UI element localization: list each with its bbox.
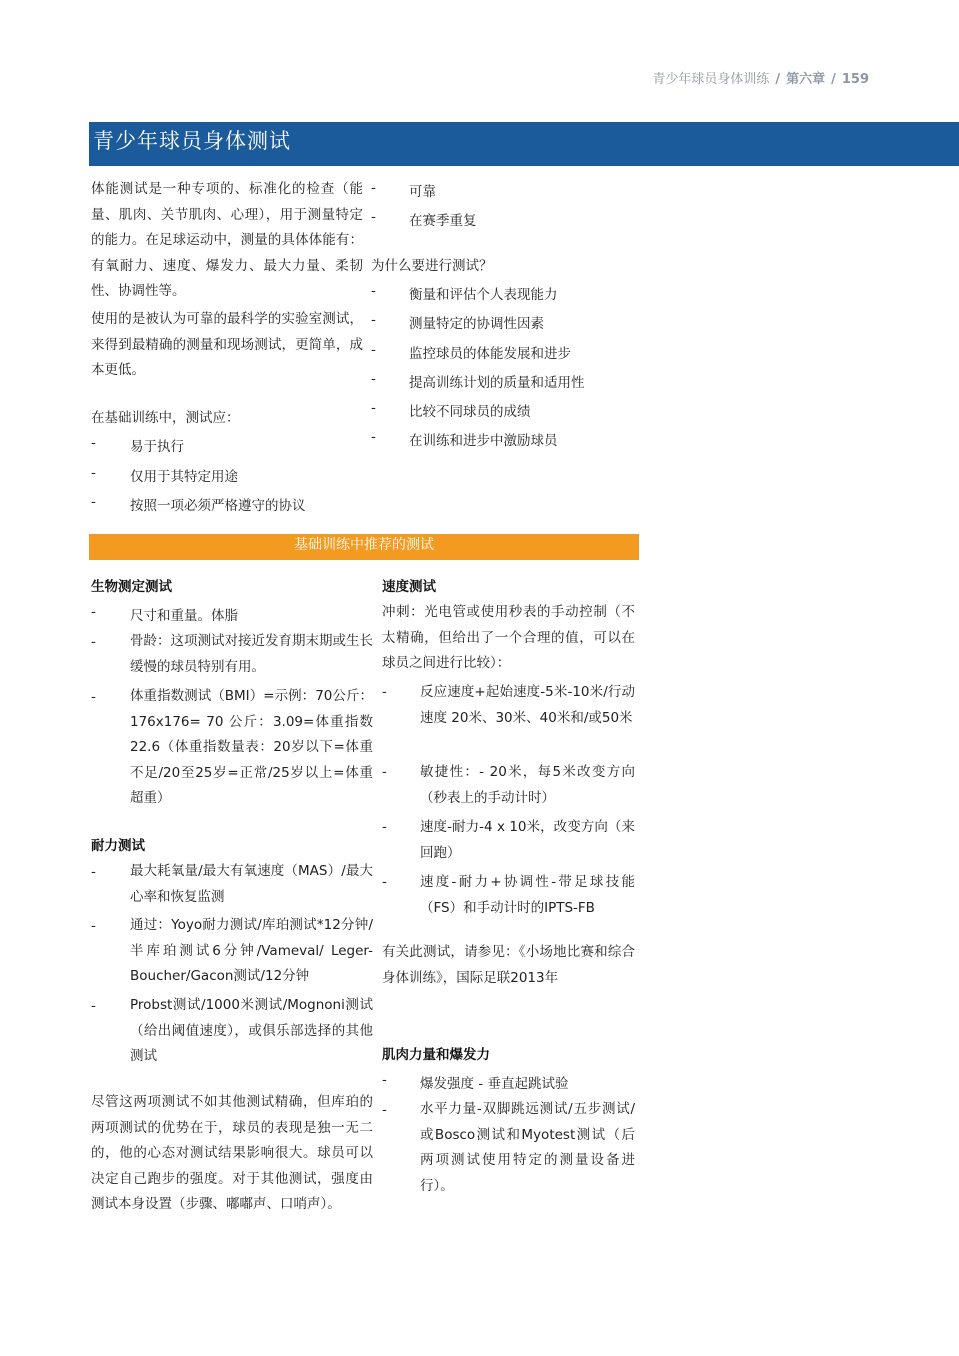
bullet-dash: - bbox=[91, 689, 96, 705]
bullet-dash: - bbox=[382, 1072, 387, 1088]
bullet-dash: - bbox=[371, 429, 376, 445]
closing-paragraph: 尽管这两项测试不如其他测试精确，但库珀的两项测试的优势在于，球员的表现是独一无二的，他的心态对测试结果影响很大。球员可以决定自己跑步的强度。对于其他测试，强度由测试本身设置（步骤、嘟嘟声、口哨声）。 bbox=[91, 1094, 373, 1212]
intro-paragraph: 体能测试是一种专项的、标准化的检查（能量、肌肉、关节肌肉、心理），用于测量特定的能力。在足球运动中，测量的具体体能有：有氧耐力、速度、爆发力、最大力量、柔韧性、协调性等。 bbox=[91, 181, 363, 299]
list-item: 比较不同球员的成绩 bbox=[409, 404, 531, 420]
endurance-heading: 耐力测试 bbox=[91, 838, 145, 854]
bullet-dash: - bbox=[382, 819, 387, 835]
list-item: 水平力量-双脚跳远测试/五步测试/或Bosco测试和Myotest测试（后两项测试使用特定的测量设备进行）。 bbox=[420, 1101, 635, 1194]
list-item: Probst测试/1000米测试/Mognoni测试（给出阈值速度），或俱乐部选择的其他测试 bbox=[130, 997, 373, 1064]
bullet-dash: - bbox=[91, 864, 96, 880]
bullet-dash: - bbox=[371, 209, 376, 225]
list-item: 在训练和进步中激励球员 bbox=[409, 433, 558, 449]
list-item: 监控球员的体能发展和进步 bbox=[409, 346, 571, 362]
section-title: 青少年球员身体测试 bbox=[93, 129, 291, 153]
list-item: 尺寸和重量。体脂 bbox=[130, 608, 238, 624]
book-title: 青少年球员身体训练 bbox=[652, 72, 770, 87]
list-item: 爆发强度 - 垂直起跳试验 bbox=[420, 1076, 569, 1092]
bullet-dash: - bbox=[371, 180, 376, 196]
running-header bbox=[652, 68, 869, 87]
methods-paragraph: 使用的是被认为可靠的最科学的实验室测试，来得到最精确的测量和现场测试，更简单，成本更低。 bbox=[91, 311, 363, 378]
list-item: 速度-耐力+协调性-带足球技能（FS）和手动计时的IPTS-FB bbox=[420, 874, 635, 916]
list-item: 衡量和评估个人表现能力 bbox=[409, 287, 558, 303]
reference-paragraph: 有关此测试，请参见：《小场地比赛和综合身体训练》，国际足联2013年 bbox=[382, 944, 635, 986]
list-item: 可靠 bbox=[409, 184, 436, 200]
bio-heading: 生物测定测试 bbox=[91, 579, 172, 595]
basic-intro: 在基础训练中，测试应： bbox=[91, 410, 240, 426]
speed-heading: 速度测试 bbox=[382, 579, 436, 595]
list-item: 易于执行 bbox=[130, 439, 184, 455]
bullet-dash: - bbox=[91, 604, 96, 620]
bullet-dash: - bbox=[371, 371, 376, 387]
header-separator-2: / bbox=[831, 72, 836, 87]
list-item: 测量特定的协调性因素 bbox=[409, 316, 544, 332]
header-separator: / bbox=[775, 72, 781, 87]
bullet-dash: - bbox=[382, 1102, 387, 1118]
bullet-dash: - bbox=[382, 874, 387, 890]
recommended-tests-label: 基础训练中推荐的测试 bbox=[294, 537, 434, 553]
bullet-dash: - bbox=[91, 465, 96, 481]
section-title-bar bbox=[89, 122, 959, 166]
list-item: 在赛季重复 bbox=[409, 213, 477, 229]
bullet-dash: - bbox=[371, 283, 376, 299]
bullet-dash: - bbox=[371, 342, 376, 358]
list-item: 骨龄：这项测试对接近发育期末期或生长缓慢的球员特别有用。 bbox=[130, 633, 373, 675]
list-item: 体重指数测试（BMI）=示例：70公斤：176x176= 70 公斤：3.09=体重指数22.6（体重指数量表：20岁以下=体重不足/20至25岁=正常/25岁以上=体重超重） bbox=[130, 688, 373, 806]
bullet-dash: - bbox=[371, 400, 376, 416]
bullet-dash: - bbox=[91, 435, 96, 451]
speed-intro: 冲刺：光电管或使用秒表的手动控制（不太精确，但给出了一个合理的值，可以在球员之间进行比较）： bbox=[382, 604, 635, 671]
bullet-dash: - bbox=[382, 684, 387, 700]
list-item: 反应速度+起始速度-5米-10米/行动速度 20米、30米、40米和/或50米 bbox=[420, 684, 635, 726]
list-item: 敏捷性：- 20米，每5米改变方向（秒表上的手动计时） bbox=[420, 764, 635, 806]
bullet-dash: - bbox=[371, 312, 376, 328]
list-item: 速度-耐力-4 x 10米，改变方向（来回跑） bbox=[420, 819, 635, 861]
bullet-dash: - bbox=[91, 998, 96, 1014]
list-item: 仅用于其特定用途 bbox=[130, 469, 238, 485]
why-heading: 为什么要进行测试？ bbox=[371, 258, 493, 274]
page-number: 159 bbox=[841, 72, 869, 87]
bullet-dash: - bbox=[91, 634, 96, 650]
list-item: 按照一项必须严格遵守的协议 bbox=[130, 498, 306, 514]
bullet-dash: - bbox=[91, 918, 96, 934]
chapter-label: 第六章 bbox=[786, 72, 826, 87]
bullet-dash: - bbox=[91, 494, 96, 510]
list-item: 提高训练计划的质量和适用性 bbox=[409, 375, 585, 391]
list-item: 通过：Yoyo耐力测试/库珀测试*12分钟/半库珀测试6分钟/Vameval/ Leger-Boucher/Gacon测试/12分钟 bbox=[130, 917, 373, 984]
bullet-dash: - bbox=[382, 764, 387, 780]
list-item: 最大耗氧量/最大有氧速度（MAS）/最大心率和恢复监测 bbox=[130, 863, 373, 905]
strength-heading: 肌肉力量和爆发力 bbox=[382, 1047, 490, 1063]
recommended-tests-bar bbox=[89, 534, 639, 560]
